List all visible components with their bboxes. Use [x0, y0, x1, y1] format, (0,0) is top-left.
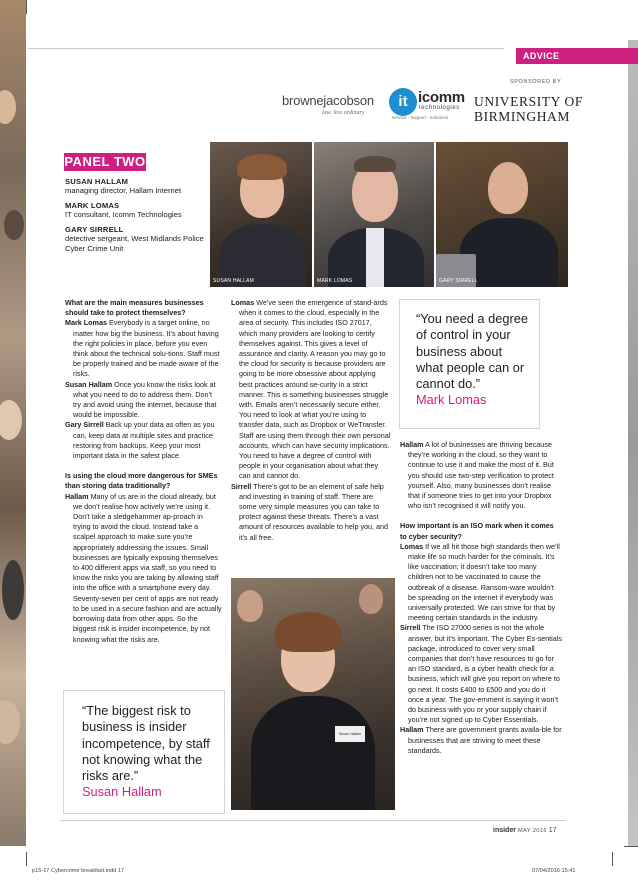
print-slug-date: 07/04/2016 15:41	[532, 868, 576, 874]
answer	[65, 380, 222, 421]
panel-member-name: SUSAN HALLAM	[65, 177, 129, 186]
speaker: Hallam	[65, 491, 89, 501]
pull-quote-author: Mark Lomas	[416, 392, 487, 408]
icomm-sub: technologies	[419, 105, 460, 111]
speaker: Gary Sirrell	[65, 420, 104, 430]
pull-quote-text: “You need a degree of control in your business about what people can or cannot do.”	[416, 311, 528, 392]
pull-quote-bottom	[63, 690, 225, 814]
answer	[400, 725, 562, 756]
photo-susan-hallam-speaking	[231, 578, 395, 810]
icomm-name: icomm	[418, 89, 465, 106]
browne-jacobson-logo	[282, 93, 374, 116]
photo-caption: MARK LOMAS	[317, 278, 353, 284]
paragraph-gap	[65, 461, 222, 471]
browne-jacobson-tagline: law. less ordinary	[322, 110, 365, 116]
answer	[65, 492, 222, 645]
speaker-hair	[275, 612, 341, 652]
speaker: Hallam	[400, 725, 424, 735]
panel-member-name: GARY SIRRELL	[65, 225, 124, 235]
answer-text: Back up your data as often as you can, keep data at multiple sites and practice restoring from backups. Keep your most important data in the safest place.	[73, 420, 215, 461]
mark-hair	[354, 156, 396, 172]
article-column-3	[400, 440, 562, 756]
panel-member-name: MARK LOMAS	[65, 201, 120, 211]
answer	[231, 298, 391, 482]
article-column-1	[65, 298, 222, 645]
panel-member	[65, 225, 210, 252]
panel-member	[65, 177, 210, 195]
photo-caption: SUSAN HALLAM	[213, 278, 255, 284]
page-number: 17	[548, 827, 557, 834]
question: Is using the cloud more dangerous for SMEs than storing data traditionally?	[65, 471, 218, 491]
answer-text: Many of us are in the cloud already, but we don’t realise how actively we’re using it. Don’t take a sledgehammer ap-proach in trying to avoid the cloud. Instead take a scalpel approach to make sure you’re appropriately addressing the issues. Small businesses are typically exposing themselves to 400 different apps via staff, so you need to know the risks you are taking by allowing staff into the office with a smartphone every day. Seventy-seven per cent of apps are not ready to be used in a secure fashion and are actually borrowing data from other apps. So the biggest risk is insider incompetence, by not knowing what the risks are.	[73, 491, 222, 644]
speaker: Susan Hallam	[65, 379, 113, 389]
panel-members	[65, 177, 210, 259]
crop-mark	[26, 852, 27, 866]
speaker-body	[251, 696, 375, 810]
crop-mark	[624, 846, 638, 847]
icomm-logo	[389, 88, 467, 122]
crop-mark	[612, 852, 613, 866]
left-bleed-photo	[0, 0, 26, 846]
page-folio	[493, 827, 557, 834]
university-logo	[474, 94, 583, 125]
right-bleed-photo	[628, 40, 638, 846]
answer-text: We’ve seen the emergence of stand-ards when it comes to the cloud, especially in the area of security. This includes ISO 27017, which many providers are looking to certify themselves against. This gives a level of assurance and clarity. A reason you may go to the cloud for security is because providers are going to be more obsessive about applying best practices around se-curity in a strict manner. This is something businesses struggle with. Emails aren’t necessarily secure either. You need to look at what you’re using to transfer data, such as Dropbox or WeTransfer. Staff are using them through their own personal accounts, which can have security implications. You need to have a degree of control with people in your organisation about what they can and cannot do.	[239, 298, 391, 481]
answer-text: Everybody is a target online, no matter how big the business. It’s about having the right policies in place, before you even think about the technical solu-tions. Staff must be properly trained and be made aware of the risks.	[73, 318, 220, 379]
photo-caption: GARY SIRRELL	[439, 278, 478, 284]
sponsored-label: SPONSORED BY	[510, 79, 562, 85]
speaker: Hallam	[400, 440, 424, 449]
answer-text: There are government grants availa-ble for businesses that are striving to meet these standards.	[408, 725, 562, 755]
panel-member-role: IT consultant, Icomm Technologies	[65, 210, 182, 220]
panel-title: PANEL TWO	[64, 154, 146, 169]
print-slug-file: p15-17 Cybercrime breakfast.indd 17	[32, 868, 125, 874]
article-column-2	[231, 298, 391, 543]
answer-text: Once you know the risks look at what you need to do to address them. Don’t try and avoid using the internet, because that would be impossible.	[73, 379, 217, 420]
answer	[65, 318, 222, 379]
photo-mark-lomas	[314, 142, 434, 287]
section-tab: ADVICE	[516, 48, 638, 64]
answer	[231, 482, 391, 543]
answer	[400, 542, 562, 624]
answer-text: A lot of businesses are thriving because they’re working in the cloud, so they want to continue to use it and make the most of it. But you should use two-step verification to protect yourself. Also, many businesses don’t realise that if someone tries to get into your Dropbox who isn’t recognised it will notify you.	[408, 440, 554, 511]
icomm-mark: it	[389, 88, 417, 116]
bg-person-head	[359, 584, 383, 614]
browne-jacobson-name: brownejacobson	[282, 93, 374, 108]
name-badge	[335, 726, 365, 742]
answer-text: There’s got to be an element of safe help and investing in training of staff. There are some very simple measures you can take to protect against these threats. There’s a vast amount of resources available to help you, and it’s all free.	[239, 481, 389, 542]
icomm-services: service · support · solutions	[392, 115, 449, 120]
pull-quote-text: “The biggest risk to business is insider incompetence, by staff not knowing what the risks are.”	[82, 703, 210, 784]
name-badge-text: Susan Hallam	[338, 732, 362, 736]
pull-quote-author: Susan Hallam	[82, 784, 162, 800]
speaker: Lomas	[400, 541, 424, 551]
answer-text: If we all hit those high standards then we’ll make life so much harder for the criminals. It’s like vaccination; it doesn’t take too many children not to be vaccinated to cause the outbreak of a disease. Ransom-ware wouldn’t be spreading on the internet if everybody was universally protected. We can strive for that by meeting certain standards in the industry.	[408, 541, 560, 623]
answer	[400, 440, 562, 511]
panel-member	[65, 201, 210, 219]
pull-quote-top	[399, 299, 540, 429]
bg-person-head	[237, 590, 263, 622]
crop-mark	[26, 0, 27, 14]
speaker: Sirrell	[231, 481, 252, 491]
photo-gary-sirrell	[436, 142, 568, 287]
speaker: Sirrell	[400, 623, 421, 633]
speaker: Lomas	[231, 298, 255, 307]
gary-head	[488, 162, 528, 214]
speaker: Mark Lomas	[65, 318, 107, 328]
header-rule	[28, 48, 504, 49]
susan-hair	[237, 154, 287, 180]
paragraph-gap	[400, 511, 562, 521]
question: What are the main measures businesses should take to protect themselves?	[65, 298, 204, 318]
university-line1: UNIVERSITY OF	[474, 94, 583, 109]
answer	[400, 623, 562, 725]
answer-text: The ISO 27000 series is not the whole answer, but it’s important. The Cyber Es-sentials package, introduced to cover very small companies that don’t have resources to go for an ISO standard, is a cyber health check for a business, which will give you report on where to go next. It costs £400 to £500 and you do it once a year. The gov-ernment is saying it won’t do business with you or your supply chain if you’re not signed up to Cyber Essentials.	[408, 623, 562, 725]
university-line2: BIRMINGHAM	[474, 109, 571, 124]
question: How important is an ISO mark when it comes to cyber security?	[400, 521, 554, 541]
answer	[65, 420, 222, 461]
panel-member-role: managing director, Hallam Internet	[65, 186, 182, 195]
footer-rule	[60, 820, 566, 821]
photo-susan-hallam	[210, 142, 312, 287]
panel-member-role: detective sergeant, West Midlands Police Cyber Crime Unit	[65, 234, 204, 253]
mark-shirt	[366, 228, 384, 287]
issue-date: MAY 2016	[517, 828, 547, 834]
magazine-name: insider	[493, 827, 516, 834]
